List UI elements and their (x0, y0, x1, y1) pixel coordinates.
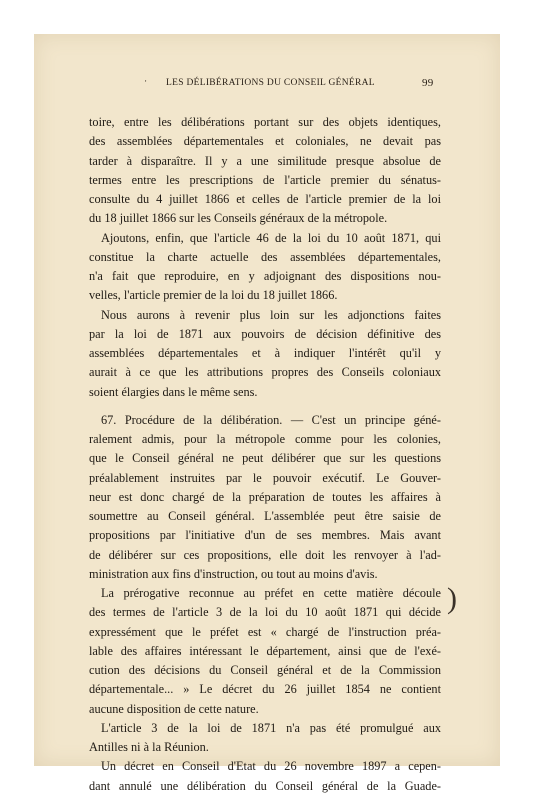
text-line: soient élargies dans le même sens. (89, 384, 258, 399)
text-line: Nous aurons à revenir plus loin sur les adjonctions faites (101, 307, 441, 322)
text-line: tarder à disparaître. Il y a une similitude presque absolue de (89, 153, 441, 168)
text-line: expressément que le préfet est « chargé de l'instruction préa- (89, 624, 441, 639)
paragraph (89, 757, 441, 796)
text-line: velles, l'article premier de la loi du 18 juillet 1866. (89, 288, 338, 303)
text-line: lable des affaires intéressant le département, ainsi que de l'exé- (89, 643, 441, 658)
paragraph (89, 229, 441, 306)
text-line: de délibérer sur ces propositions, elle doit les renvoyer à l'ad- (89, 547, 441, 562)
body-text (89, 113, 441, 796)
text-line: du 18 juillet 1866 sur les Conseils généraux de la métropole. (89, 211, 388, 226)
section-67 (89, 411, 441, 584)
paragraph (89, 113, 441, 229)
text-line: Un décret en Conseil d'Etat du 26 novembre 1897 a cepen- (101, 759, 441, 774)
text-line: Ajoutons, enfin, que l'article 46 de la loi du 10 août 1871, qui (101, 230, 441, 245)
text-line: aurait à ce que les attributions propres des Conseils coloniaux (89, 365, 441, 380)
section-heading-line: 67. Procédure de la délibération. — C'est un principe géné- (101, 412, 441, 427)
paragraph (89, 719, 441, 758)
text-line: préalablement instruites par le pouvoir exécutif. Le Gouver- (89, 470, 441, 485)
paragraph (89, 584, 441, 719)
text-line: Antilles ni à la Réunion. (89, 740, 209, 754)
page-number: 99 (422, 77, 434, 89)
text-line: propositions par l'initiative d'un de ses membres. Mais avant (89, 528, 441, 543)
text-line: constitue la charte actuelle des assemblées départementales, (89, 249, 441, 264)
text-line: termes entre les prescriptions de l'article premier du sénatus- (89, 172, 441, 187)
text-line: dant annulé une délibération du Conseil général de la Guade- (89, 778, 441, 793)
text-line: toire, entre les délibérations portant sur des objets identiques, (89, 115, 441, 129)
text-line: ralement admis, pour la métropole comme pour les colonies, (89, 432, 441, 446)
running-title: LES DÉLIBÉRATIONS DU CONSEIL GÉNÉRAL (166, 78, 375, 88)
text-line: des assemblées départementales et coloniales, ne devait pas (89, 134, 441, 149)
text-line: neur est donc chargé de la préparation de toutes les affaires à (89, 489, 441, 504)
text-line: aucune disposition de cette nature. (89, 701, 259, 716)
paragraph (89, 306, 441, 402)
text-line: assemblées départementales et à indiquer l'intérêt qu'il y (89, 346, 441, 360)
text-line: ministration aux fins d'instruction, ou tout au moins d'avis. (89, 566, 378, 581)
margin-bracket-mark: ) (447, 582, 457, 615)
text-line: cution des décisions du Conseil général et de la Commission (89, 663, 441, 677)
text-line: des termes de l'article 3 de la loi du 10 août 1871 qui décide (89, 605, 441, 620)
text-line: départementale... » Le décret du 26 juillet 1854 ne contient (89, 682, 441, 697)
text-line: soumettre au Conseil général. L'assemblée peut être saisie de (89, 509, 441, 523)
text-line: La prérogative reconnue au préfet en cette matière découle (101, 586, 441, 600)
text-line: L'article 3 de la loi de 1871 n'a pas été promulgué aux (101, 720, 441, 735)
text-line: que le Conseil général ne peut délibérer que sur les questions (89, 451, 441, 466)
header-dot: · (144, 77, 148, 87)
text-line: n'a fait que reproduire, en y adjoignant des dispositions nou- (89, 269, 441, 283)
text-line: consulte du 4 juillet 1866 et celles de l'article premier de la loi (89, 192, 441, 206)
text-line: par la loi de 1871 aux pouvoirs de décision définitive des (89, 326, 441, 341)
